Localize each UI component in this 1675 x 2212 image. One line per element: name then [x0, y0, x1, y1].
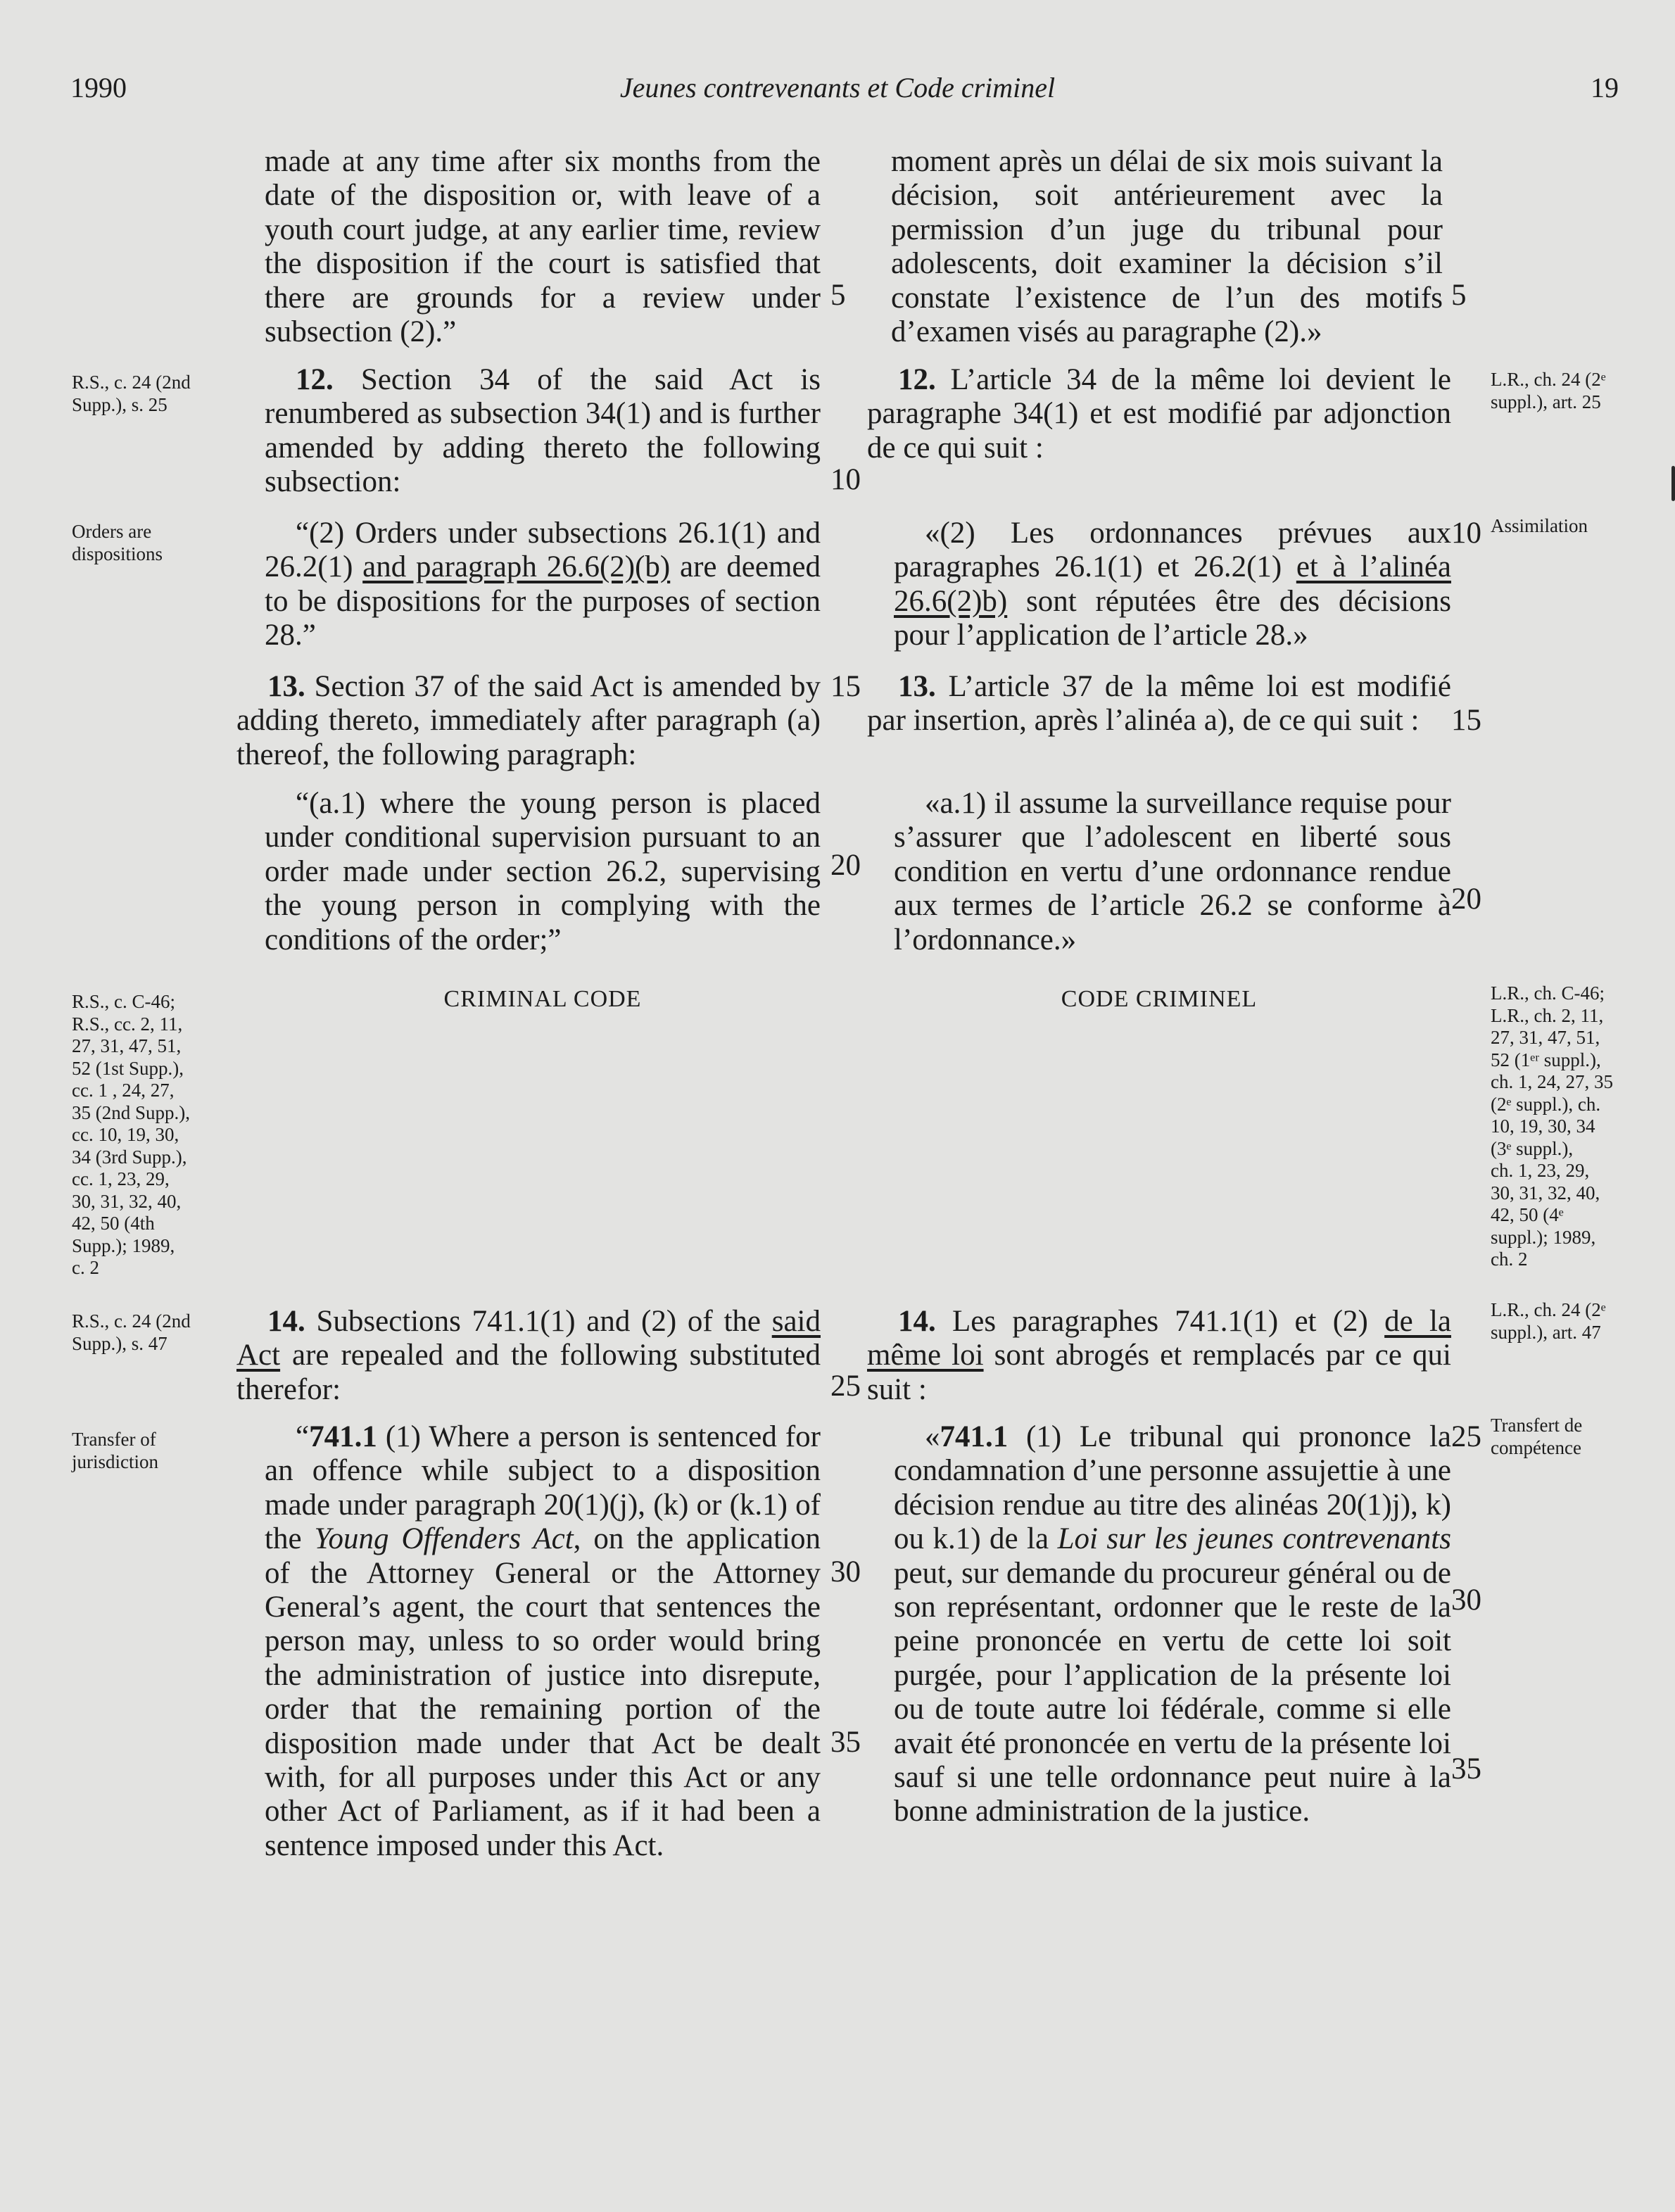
- fr-section-741-1-number: 741.1: [940, 1420, 1009, 1453]
- fr-heading-code-criminel: CODE CRIMINEL: [1061, 986, 1258, 1012]
- line-number: 10: [830, 463, 861, 496]
- en-act-title: Young Offenders Act: [314, 1522, 574, 1556]
- line-number: 15: [1451, 704, 1481, 737]
- en-section-741-1-text: (1) Where a person is sentenced for an offence while subject to a disposition made under paragraph 20(1)(j), (k) or (k.1) of the: [265, 1420, 821, 1556]
- header-year: 1990: [70, 72, 127, 103]
- line-number: 30: [1451, 1584, 1481, 1617]
- fr-section-741-1-text: (1) Le tribunal qui prononce la condamnation d’une personne assujettie à une décision rendue au titre des alinéas 20(1)j), k) ou k.1) de la: [894, 1420, 1451, 1556]
- en-section-13-number: 13.: [267, 670, 305, 703]
- fr-paragraph-continuation: moment après un délai de six mois suivant la décision, soit antérieurement avec la permission d’un juge du tribunal pour adolescents, doit examiner la décision s’il constate l’existence de l’un des motifs d’examen visés au paragraphe (2).»: [891, 145, 1443, 349]
- fr-section-12-text: L’article 34 de la même loi devient le paragraphe 34(1) et est modifié par adjonction de ce qui suit :: [867, 363, 1451, 464]
- fr-section-13-quote: «a.1) il assume la surveillance requise pour s’assurer que l’adolescent en liberté sous condition en vertu d’une ordonnance rendue aux termes de l’article 26.2 se conforme à l’ordonnance.»: [894, 787, 1451, 956]
- page-edge-mark: [1671, 466, 1675, 501]
- fr-quote-mark: «: [925, 1420, 940, 1453]
- fr-section-14-text-end: sont abrogés et remplacés par ce qui suit :: [867, 1339, 1451, 1406]
- en-amendment-underlined: said Act: [236, 1305, 821, 1372]
- en-quote-text-end: are deemed to be dispositions for the purposes of section 28.”: [265, 550, 821, 652]
- line-number: 20: [1451, 883, 1481, 916]
- en-section-12-number: 12.: [296, 363, 334, 396]
- margin-note-lr-art25: L.R., ch. 24 (2ᵉ suppl.), art. 25: [1491, 369, 1606, 412]
- fr-amendment-underlined: et à l’alinéa 26.6(2)b): [894, 550, 1451, 618]
- en-heading-criminal-code: CRIMINAL CODE: [443, 986, 642, 1012]
- margin-note-transfert-de-competence: Transfert de compétence: [1491, 1415, 1583, 1458]
- en-section-12-text: Section 34 of the said Act is renumbered as subsection 34(1) and is further amended by adding thereto the following subsection:: [265, 363, 821, 499]
- en-section-741-1-text-end: , on the application of the Attorney General or the Attorney General’s agent, the court that sentences the person may, unless to so order would bring the administration of justice into disrepute, order that the remaining portion of the disposition made under that Act be dealt with, for all purposes under this Act or any other Act of Parliament, as if it had been a sentence imposed under this Act.: [265, 1522, 821, 1862]
- fr-amendment-underlined: de la même loi: [867, 1305, 1451, 1372]
- line-number: 5: [1451, 279, 1467, 312]
- fr-section-14-number: 14.: [898, 1305, 936, 1338]
- fr-section-13: [867, 670, 1451, 738]
- fr-section-14-text: Les paragraphes 741.1(1) et (2): [935, 1305, 1385, 1338]
- margin-note-transfer-of-jurisdiction: Transfer of jurisdiction: [72, 1429, 158, 1472]
- en-section-14-number: 14.: [267, 1305, 305, 1338]
- en-section-741-1-number: 741.1: [309, 1420, 377, 1453]
- margin-note-assimilation: Assimilation: [1491, 515, 1588, 536]
- line-number: 25: [830, 1370, 861, 1403]
- fr-quote-text: «(2) Les ordonnances prévues aux paragraphes 26.1(1) et 26.2(1): [894, 517, 1451, 584]
- line-number: 10: [1451, 517, 1481, 550]
- en-quote-mark: “: [296, 1420, 310, 1453]
- header-title: Jeunes contrevenants et Code criminel: [619, 72, 1056, 103]
- margin-note-rs-c46: R.S., c. C-46; R.S., cc. 2, 11, 27, 31, 47, 51, 52 (1st Supp.), cc. 1 , 24, 27, 35 (2nd Supp.), cc. 10, 19, 30, 34 (3rd Supp.), cc. 1, 23, 29, 30, 31, 32, 40, 42, 50 (4th Supp.); 1989, c. 2: [72, 991, 190, 1278]
- en-section-741-1: [265, 1420, 821, 1863]
- fr-section-13-number: 13.: [898, 670, 936, 703]
- en-section-14-text: Subsections 741.1(1) and (2) of the: [305, 1305, 772, 1338]
- en-section-14: [236, 1305, 821, 1407]
- line-number: 35: [830, 1726, 861, 1759]
- margin-note-orders-are-dispositions: Orders are dispositions: [72, 521, 163, 564]
- fr-section-12: [867, 363, 1451, 465]
- fr-section-14: [867, 1305, 1451, 1407]
- line-number: 30: [830, 1555, 861, 1588]
- line-number: 20: [830, 849, 861, 882]
- margin-note-rs-s47: R.S., c. 24 (2nd Supp.), s. 47: [72, 1310, 191, 1354]
- en-amendment-underlined: and paragraph 26.6(2)(b): [362, 550, 671, 584]
- line-number: 15: [830, 670, 861, 703]
- margin-note-rs-s25: R.S., c. 24 (2nd Supp.), s. 25: [72, 372, 191, 415]
- fr-section-12-quote: [894, 517, 1451, 653]
- en-section-13: [236, 670, 821, 772]
- en-section-14-text-end: are repealed and the following substituted therefor:: [236, 1339, 821, 1406]
- en-section-12-quote: [265, 517, 821, 653]
- line-number: 35: [1451, 1752, 1481, 1786]
- fr-quote-text-end: sont réputées être des décisions pour l’application de l’article 28.»: [894, 584, 1451, 652]
- en-section-13-text: Section 37 of the said Act is amended by adding thereto, immediately after paragraph (a) thereof, the following paragraph:: [236, 670, 821, 771]
- fr-section-741-1-text-end: peut, sur demande du procureur général ou de son représentant, ordonner que le reste de la peine prononcée en vertu de cette loi soit purgée, pour l’application de la présente loi ou de toute autre loi fédérale, comme si elle avait été prononcée en vertu de la présente loi sauf si une telle ordonnance peut nuire à la bonne administration de la justice.: [894, 1556, 1451, 1828]
- margin-note-lr-art47: L.R., ch. 24 (2ᵉ suppl.), art. 47: [1491, 1299, 1606, 1343]
- page-number: 19: [1591, 72, 1619, 103]
- en-section-12: [265, 363, 821, 500]
- fr-act-title: Loi sur les jeunes contrevenants: [1057, 1522, 1451, 1556]
- line-number: 25: [1451, 1420, 1481, 1453]
- line-number: 5: [830, 279, 846, 312]
- en-quote-text: “(2) Orders under subsections 26.1(1) and 26.2(1): [265, 517, 821, 584]
- fr-section-12-number: 12.: [898, 363, 936, 396]
- en-section-13-quote: “(a.1) where the young person is placed under conditional supervision pursuant to an order made under section 26.2, supervising the young person in complying with the conditions of the order;”: [265, 787, 821, 956]
- fr-section-13-text: L’article 37 de la même loi est modifié par insertion, après l’alinéa a), de ce qui suit :: [867, 670, 1451, 738]
- fr-section-741-1: [894, 1420, 1451, 1829]
- margin-note-lr-c46: L.R., ch. C-46; L.R., ch. 2, 11, 27, 31, 47, 51, 52 (1ᵉʳ suppl.), ch. 1, 24, 27, 35 (2ᵉ suppl.), ch. 10, 19, 30, 34 (3ᵉ suppl.), ch. 1, 23, 29, 30, 31, 32, 40, 42, 50 (4ᵉ suppl.); 1989, ch. 2: [1491, 982, 1613, 1270]
- en-paragraph-continuation: made at any time after six months from the date of the disposition or, with leave of a youth court judge, at any earlier time, review the disposition if the court is satisfied that there are grounds for a review under subsection (2).”: [265, 145, 821, 349]
